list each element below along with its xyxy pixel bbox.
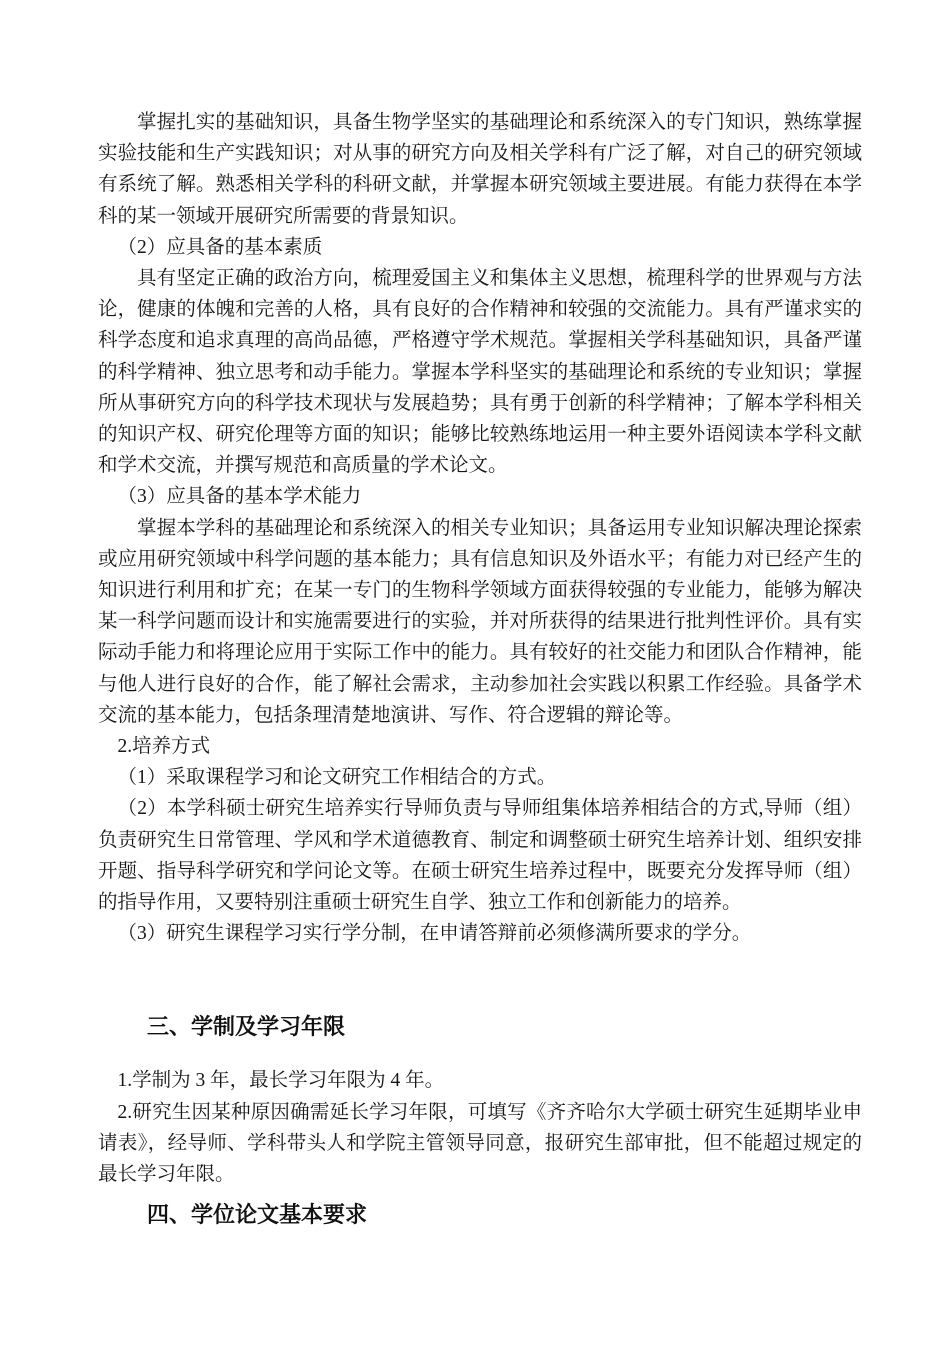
list-item-quality-label: （2）应具备的基本素质 <box>117 236 323 258</box>
list-item: 1.学制为 3 年，最长学习年限为 4 年。 <box>117 1070 445 1092</box>
section-heading-thesis-requirements: 四、学位论文基本要求 <box>147 1202 368 1228</box>
body-paragraph: 掌握扎实的基础知识，具备生物学坚实的基础理论和系统深入的专门知识，熟练掌握实验技能和生产实践知识；对从事的研究方向及相关学科有广泛了解，对自己的研究领域有系统了解。熟悉相关学科的科研文献，并掌握本研究领域主要进展。有能力获得在本学科的某一领域开展研究所需要的背景知识。 <box>98 112 862 227</box>
list-item-academic-ability-label: （3）应具备的基本学术能力 <box>117 486 362 508</box>
body-paragraph: （2）本学科硕士研究生培养实行导师负责与导师组集体培养相结合的方式,导师（组）负责研究生日常管理、学风和学术道德教育、制定和调整硕士研究生培养计划、组织安排开题、指导科学研究和学问论文等。在硕士研究生培养过程中，既要充分发挥导师（组）的指导作用，又要特别注重硕士研究生自学、独立工作和创新能力的培养。 <box>98 798 862 914</box>
body-paragraph: 掌握本学科的基础理论和系统深入的相关专业知识；具备运用专业知识解决理论探索或应用研究领域中科学问题的基本能力；具有信息知识及外语水平；有能力对已经产生的知识进行利用和扩充；在某一专门的生物科学领域方面获得较强的专业能力，能够为解决某一科学问题而设计和实施需要进行的实验，并对所获得的结果进行批判性评价。具有实际动手能力和将理论应用于实际工作中的能力。具有较好的社交能力和团队合作精神，能与他人进行良好的合作，能了解社会需求，主动参加社会实践以积累工作经验。具备学术交流的基本能力，包括条理清楚地演讲、写作、符合逻辑的辩论等。 <box>98 517 862 726</box>
section-heading-study-duration: 三、学制及学习年限 <box>147 1014 346 1040</box>
body-paragraph: 2.研究生因某种原因确需延长学习年限，可填写《齐齐哈尔大学硕士研究生延期毕业申请表》，经导师、学科带头人和学院主管领导同意，报研究生部审批，但不能超过规定的最长学习年限。 <box>98 1101 862 1186</box>
body-paragraph: 具有坚定正确的政治方向，梳理爱国主义和集体主义思想，梳理科学的世界观与方法论，健康的体魄和完善的人格，具有良好的合作精神和较强的交流能力。具有严谨求实的科学态度和追求真理的高尚品德，严格遵守学术规范。掌握相关学科基础知识，具备严谨的科学精神、独立思考和动手能力。掌握本学科坚实的基础理论和系统的专业知识；掌握所从事研究方向的科学技术现状与发展趋势；具有勇于创新的科学精神；了解本学科相关的知识产权、研究伦理等方面的知识；能够比较熟练地运用一种主要外语阅读本学科文献和学术交流，并撰写规范和高质量的学术论文。 <box>98 268 862 477</box>
list-item: （3）研究生课程学习实行学分制，在申请答辩前必须修满所要求的学分。 <box>117 923 752 945</box>
list-item: （1）采取课程学习和论文研究工作相结合的方式。 <box>117 767 557 789</box>
subsection-training-mode-label: 2.培养方式 <box>117 736 211 758</box>
